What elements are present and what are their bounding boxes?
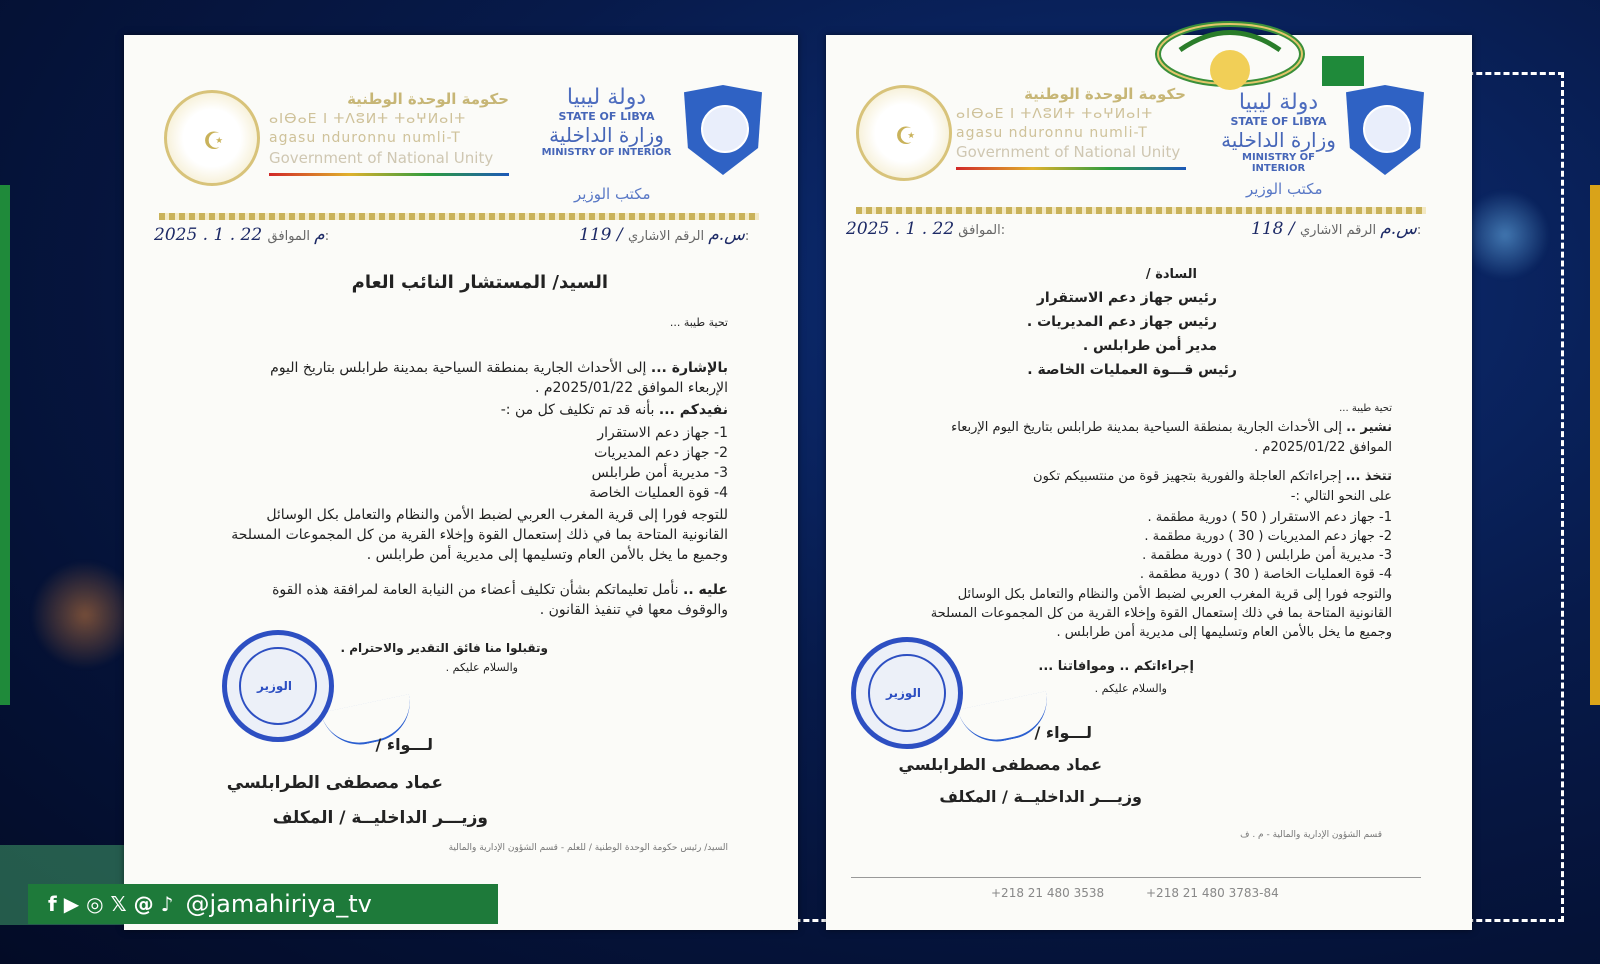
body-line: وجميع ما يخل بالأمن العام وتسليمها إلى مديرية أمن طرابلس . [1056,625,1392,640]
document-left [124,35,798,930]
ministry-emblem-icon [684,85,762,175]
flag-stripe [956,167,1186,170]
date-value: 2025 . 1 . 22 م [154,225,325,245]
para2-lead: نفيدكم ... [658,402,728,418]
document-right [826,35,1472,930]
stamp-text: الوزير [257,679,293,693]
flag-stripe [269,173,509,176]
left-accent-bar [0,185,10,705]
state-en: STATE OF LIBYA [1230,115,1327,128]
facebook-icon[interactable]: f [48,892,57,916]
body-line: والتوجه فورا إلى قرية المغرب العربي لضبط الأمن والنظام والتعامل بكل الوسائل [957,587,1392,602]
date-label: الموافق: [958,223,1006,238]
signatory-title: وزيـــر الداخليــة / المكلف [939,787,1142,806]
signatory-name: عماد مصطفى الطرابلسي [898,755,1102,774]
social-bar[interactable] [28,884,498,924]
signatory-rank: لـــواء / [1034,723,1092,742]
salaam: والسلام عليكم . [445,661,518,674]
state-ar: دولة ليبيا [566,85,647,110]
list-item: 2- جهاز دعم المديريات [594,445,728,461]
body-line: القانونية المتاحة بما في ذلك إستعمال القوة وإخلاء القرية من كل المجموعات المسلحة [930,606,1392,621]
body-line: القانونية المتاحة بما في ذلك إستعمال القوة وإخلاء القرية من كل المجموعات المسلحة [231,527,728,543]
gov-seal-icon: ☪ [856,85,952,181]
para2-line2: على النحو التالي :- [1290,489,1392,504]
para1-line2: الموافق 2025/01/22م . [1254,440,1392,455]
list-item: 1- جهاز دعم الاستقرار [597,425,728,441]
channel-logo-icon [1150,10,1310,90]
para2-lead: تتخذ ... [1345,469,1392,484]
gov-seal-icon: ☪ [164,90,260,186]
ref-label: الرقم الاشاري: [1299,223,1422,238]
para1-line1 [270,358,728,378]
addressee: السادة / [1145,267,1197,282]
footer-divider [851,877,1421,878]
ref-row [579,225,749,245]
addressee: السيد/ المستشار النائب العام [351,272,608,293]
request-text: نأمل تعليماتكم بشأن تكليف أعضاء من النيابة العامة لمرافقة هذه القوة [272,582,679,598]
para2-line [501,400,728,420]
recipient: رئيس قـــوة العمليات الخاصة . [1027,362,1237,378]
stamp-text: الوزير [886,686,922,700]
gov-name-ar: حكومة الوحدة الوطنية [1024,85,1186,103]
body-line: وجميع ما يخل بالأمن العام وتسليمها إلى مديرية أمن طرابلس . [366,547,728,563]
ref-row [1251,219,1421,239]
greeting: تحية طيبة ... [1339,403,1392,414]
ref-label: الرقم الاشاري: [627,229,750,244]
ministry-emblem-icon [1346,85,1424,175]
signatory-name: عماد مصطفى الطرابلسي [226,773,443,793]
cc-line: السيد/ رئيس حكومة الوحدة الوطنية / للعلم - قسم الشؤون الإدارية والمالية [448,843,728,853]
greeting: تحية طيبة ... [669,316,728,329]
ornament-divider [856,207,1426,214]
gov-name-ar: حكومة الوحدة الوطنية [347,90,509,108]
flag-icon [1322,56,1364,86]
cc-line: قسم الشؤون الإدارية والمالية - م . ف [1240,830,1382,840]
signatory-rank: لـــواء / [375,735,433,754]
official-stamp-icon [222,630,334,742]
gov-name-amazigh: agasu nduronnu numli-T [269,130,461,146]
para1-text: إلى الأحداث الجارية بمنطقة السياحية بمدينة طرابلس بتاريخ اليوم الإربعاء [951,420,1342,435]
date-value: 2025 . 1 . 22 [846,219,955,239]
recipient: مدير أمن طرابلس . [1082,338,1217,354]
right-accent-bar [1590,185,1600,705]
date-row [154,225,329,245]
phone-number: +218 21 480 3783-84 [1146,886,1279,900]
action-line: إجراءاتكم .. وموافاتنا ... [1038,659,1194,674]
ministry-ar: وزارة الداخلية [549,123,664,147]
date-label: الموافق: [267,229,330,244]
phone-number: +218 21 480 3538 [991,886,1105,900]
recipient: رئيس جهاز دعم المديريات . [1026,314,1217,330]
signatory-title: وزيـــر الداخليــة / المكلف [272,808,488,828]
gov-name-en: Government of National Unity [956,143,1181,161]
list-item: 2- جهاز دعم المديريات ( 30 ) دورية مطقمة . [1144,529,1392,544]
ministry-ar: وزارة الداخلية [1221,128,1336,152]
ornament-divider [159,213,759,220]
date-row [846,219,1005,239]
recipient: رئيس جهاز دعم الاستقرار [1036,290,1217,306]
para2-text: إجراءاتكم العاجلة والفورية بتجهيز قوة من منتسبيكم تكون [1033,469,1342,484]
list-item: 4- قوة العمليات الخاصة ( 30 ) دورية مطقمة . [1139,567,1392,582]
ref-number: 118 / س.م [1251,219,1417,239]
request-lead: عليه .. [683,582,728,598]
gov-name-tifinagh: ⴰⵏⴱⴰⴹ ⵏ ⵜⴷⵓⵍⵜ ⵜⴰⵖⵍⴰⵏⵜ [269,111,467,127]
gov-name-en: Government of National Unity [269,149,494,167]
ministry-en: MINISTRY OF INTERIOR [1242,152,1315,174]
youtube-icon[interactable]: ▶ [63,892,80,916]
closing: وتقبلوا منا فائق التقدير والاحترام . [340,641,548,655]
gov-name-tifinagh: ⴰⵏⴱⴰⴹ ⵏ ⵜⴷⵓⵍⵜ ⵜⴰⵖⵍⴰⵏⵜ [956,106,1154,122]
para1-lead: بالإشارة ... [650,360,728,376]
list-item: 3- مديرية أمن طرابلس [591,465,728,481]
salaam: والسلام عليكم . [1094,682,1167,695]
ministry-en: MINISTRY OF INTERIOR [541,147,672,158]
body-line: للتوجه فورا إلى قرية المغرب العربي لضبط الأمن والنظام والتعامل بكل الوسائل [266,507,728,523]
para2-line1 [1033,467,1392,487]
para1-text: إلى الأحداث الجارية بمنطقة السياحية بمدينة طرابلس بتاريخ اليوم [270,360,647,376]
instagram-icon[interactable]: ◎ [86,892,104,916]
list-item: 1- جهاز دعم الاستقرار ( 50 ) دورية مطقمة . [1147,510,1392,525]
gov-name-amazigh: agasu nduronnu numli-T [956,125,1148,141]
threads-icon[interactable]: @ [133,892,154,916]
ministry-block [1216,90,1341,174]
office-label: مكتب الوزير [1246,180,1323,198]
state-en: STATE OF LIBYA [558,110,655,123]
social-icons [48,892,173,916]
ministry-block [539,85,674,158]
list-item: 4- قوة العمليات الخاصة [589,485,728,501]
para2-text: بأنه قد تم تكليف كل من :- [500,402,655,418]
request-line1 [272,580,728,600]
office-label: مكتب الوزير [574,185,651,203]
para1-lead: نشير .. [1346,420,1392,435]
official-stamp-icon [851,637,963,749]
tiktok-icon[interactable]: ♪ [160,892,174,916]
state-ar: دولة ليبيا [1238,90,1319,115]
x-icon[interactable]: 𝕏 [110,892,127,916]
list-item: 3- مديرية أمن طرابلس ( 30 ) دورية مطقمة . [1142,548,1392,563]
para1-line1 [951,418,1392,438]
para1-line2: الإربعاء الموافق 2025/01/22م . [534,380,728,396]
request-line2: والوقوف معها في تنفيذ القانون . [539,602,728,618]
ref-number: 119 / س.م [579,225,745,245]
social-handle[interactable]: @jamahiriya_tv [185,890,372,918]
